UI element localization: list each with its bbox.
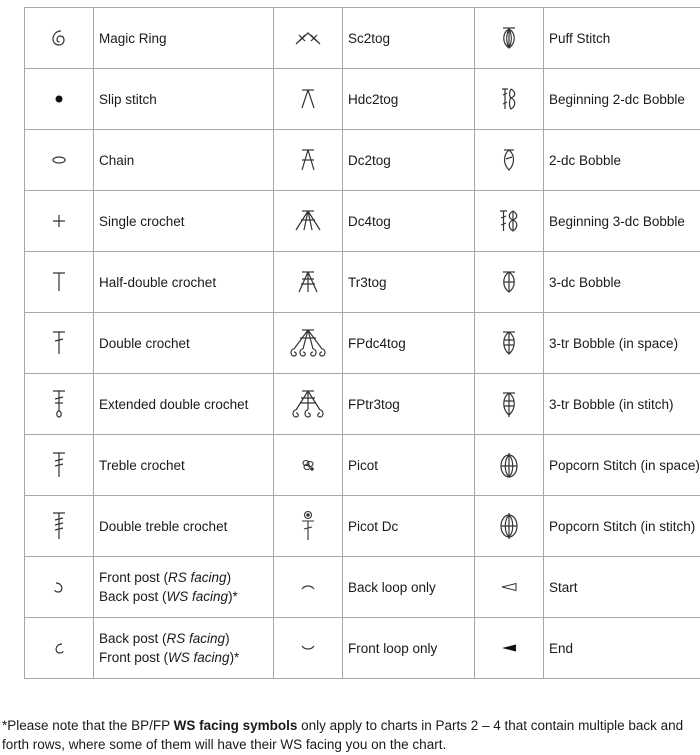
symbol-cell [274, 191, 343, 252]
label-line-ws: Back post (WS facing)* [99, 589, 238, 604]
label-line-rs: Back post (RS facing) [99, 631, 230, 646]
symbol-cell [25, 130, 94, 191]
start-icon [500, 582, 518, 592]
symbol-label [94, 618, 274, 679]
symbol-label: 3-dc Bobble [544, 252, 700, 313]
symbol-label: FPtr3tog [343, 374, 475, 435]
dc2tog-icon [298, 147, 318, 173]
symbol-label: Start [544, 557, 700, 618]
symbol-label: 3-tr Bobble (in space) [544, 313, 700, 374]
slip-stitch-icon [53, 93, 65, 105]
symbol-cell [475, 69, 544, 130]
symbol-label: Half-double crochet [94, 252, 274, 313]
end-icon [500, 643, 518, 653]
symbol-cell [274, 130, 343, 191]
back-post-icon [52, 641, 66, 655]
3tr-bobble-space-icon [499, 329, 519, 357]
symbol-cell [25, 374, 94, 435]
double-treble-crochet-icon [51, 511, 67, 541]
label-line-ws: Front post (WS facing)* [99, 650, 240, 665]
symbol-cell [475, 618, 544, 679]
popcorn-stitch-icon [498, 511, 520, 541]
popcorn-space-icon [498, 451, 520, 479]
symbol-cell [25, 435, 94, 496]
symbol-label: Beginning 3-dc Bobble [544, 191, 700, 252]
symbol-cell [475, 496, 544, 557]
symbol-label: Picot [343, 435, 475, 496]
symbol-cell [274, 618, 343, 679]
table-row [25, 374, 700, 435]
half-double-crochet-icon [51, 271, 67, 293]
symbol-cell [274, 69, 343, 130]
front-post-icon [52, 580, 66, 594]
beginning-3dc-bobble-icon [498, 208, 520, 234]
footnote: *Please note that the BP/FP WS facing symbols only apply to charts in Parts 2 – 4 that contain multiple back and forth rows, where some of them will have their WS facing you on the chart. [2, 718, 684, 752]
table-row [25, 252, 700, 313]
3tr-bobble-stitch-icon [499, 390, 519, 418]
symbol-cell [475, 557, 544, 618]
symbol-label [94, 557, 274, 618]
symbol-cell [475, 313, 544, 374]
fpdc4tog-icon [286, 327, 330, 359]
symbol-cell [25, 313, 94, 374]
symbol-label: FPdc4tog [343, 313, 475, 374]
table-row [25, 496, 700, 557]
symbol-label: Magic Ring [94, 8, 274, 69]
symbol-cell [274, 496, 343, 557]
symbol-cell [274, 557, 343, 618]
symbol-label: End [544, 618, 700, 679]
symbol-cell [274, 374, 343, 435]
table-row [25, 130, 700, 191]
symbol-cell [475, 435, 544, 496]
symbol-cell [274, 435, 343, 496]
symbol-cell [475, 252, 544, 313]
dc4tog-icon [293, 208, 323, 234]
symbol-label: Double crochet [94, 313, 274, 374]
symbol-label: Dc2tog [343, 130, 475, 191]
symbol-cell [475, 374, 544, 435]
symbol-cell [274, 8, 343, 69]
table-row [25, 618, 700, 679]
symbol-label: Popcorn Stitch (in space) [544, 435, 700, 496]
symbol-cell [475, 191, 544, 252]
symbol-label: Slip stitch [94, 69, 274, 130]
back-loop-only-icon [300, 583, 316, 591]
symbol-cell [25, 557, 94, 618]
symbol-cell [25, 191, 94, 252]
table-row [25, 313, 700, 374]
3dc-bobble-icon [499, 269, 519, 295]
symbol-cell [25, 252, 94, 313]
picot-icon [300, 458, 316, 472]
symbol-cell [25, 69, 94, 130]
front-loop-only-icon [300, 644, 316, 652]
table-row [25, 8, 700, 69]
crochet-symbol-legend-table [24, 7, 700, 679]
symbol-label: Extended double crochet [94, 374, 274, 435]
table-row [25, 191, 700, 252]
table-row [25, 557, 700, 618]
symbol-label: Single crochet [94, 191, 274, 252]
symbol-label: Puff Stitch [544, 8, 700, 69]
hdc2tog-icon [298, 87, 318, 111]
symbol-cell [274, 252, 343, 313]
symbol-label: Picot Dc [343, 496, 475, 557]
treble-crochet-icon [51, 451, 67, 479]
tr3tog-icon [295, 269, 321, 295]
symbol-label: Hdc2tog [343, 69, 475, 130]
symbol-label: 3-tr Bobble (in stitch) [544, 374, 700, 435]
symbol-cell [25, 496, 94, 557]
chain-icon [50, 155, 68, 165]
symbol-cell [25, 8, 94, 69]
symbol-label: Double treble crochet [94, 496, 274, 557]
symbol-label: Front loop only [343, 618, 475, 679]
symbol-label: Sc2tog [343, 8, 475, 69]
symbol-label: Tr3tog [343, 252, 475, 313]
double-crochet-icon [51, 330, 67, 356]
table-row [25, 435, 700, 496]
2dc-bobble-icon [499, 147, 519, 173]
beginning-2dc-bobble-icon [499, 86, 519, 112]
sc2tog-icon [293, 28, 323, 48]
symbol-label: Chain [94, 130, 274, 191]
symbol-label: Back loop only [343, 557, 475, 618]
table-row [25, 69, 700, 130]
symbol-label: Treble crochet [94, 435, 274, 496]
symbol-label: 2-dc Bobble [544, 130, 700, 191]
symbol-label: Dc4tog [343, 191, 475, 252]
symbol-label: Beginning 2-dc Bobble [544, 69, 700, 130]
puff-stitch-icon [499, 25, 519, 51]
symbol-label: Popcorn Stitch (in stitch) [544, 496, 700, 557]
symbol-cell [475, 130, 544, 191]
symbol-cell [475, 8, 544, 69]
magic-ring-icon [49, 28, 69, 48]
label-line-rs: Front post (RS facing) [99, 570, 232, 585]
fptr3tog-icon [288, 388, 328, 420]
symbol-cell [274, 313, 343, 374]
single-crochet-icon [52, 214, 66, 228]
symbol-cell [25, 618, 94, 679]
extended-double-crochet-icon [51, 389, 67, 419]
picot-dc-icon [300, 510, 316, 542]
